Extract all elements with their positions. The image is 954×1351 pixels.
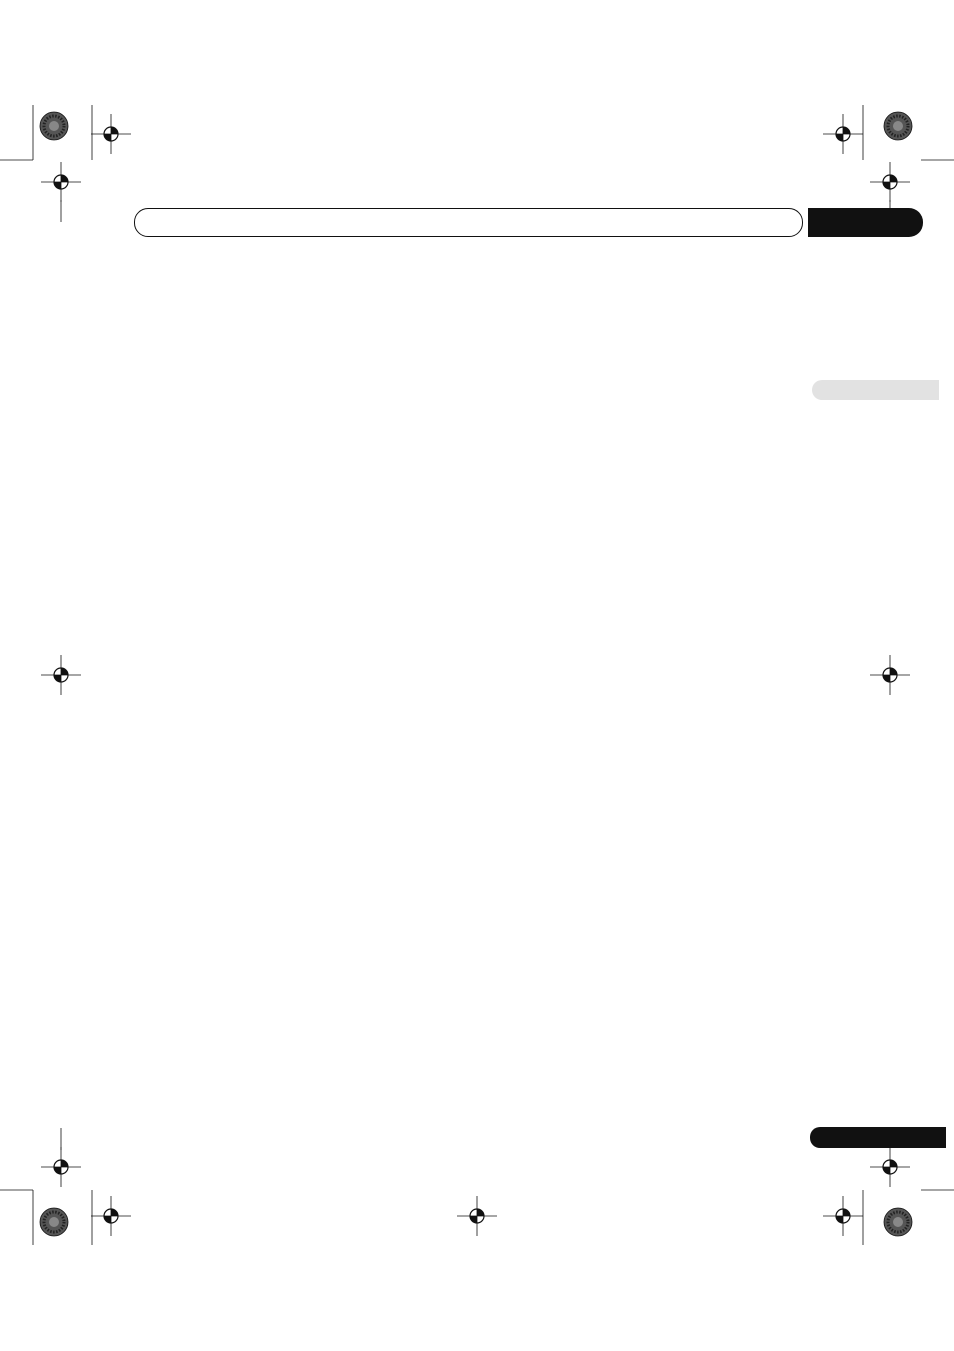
chapter-badge	[808, 208, 923, 237]
page-number-badge	[810, 1127, 946, 1148]
language-tab	[812, 380, 939, 400]
section-title-bar	[134, 208, 803, 237]
chapter-body	[484, 458, 808, 468]
